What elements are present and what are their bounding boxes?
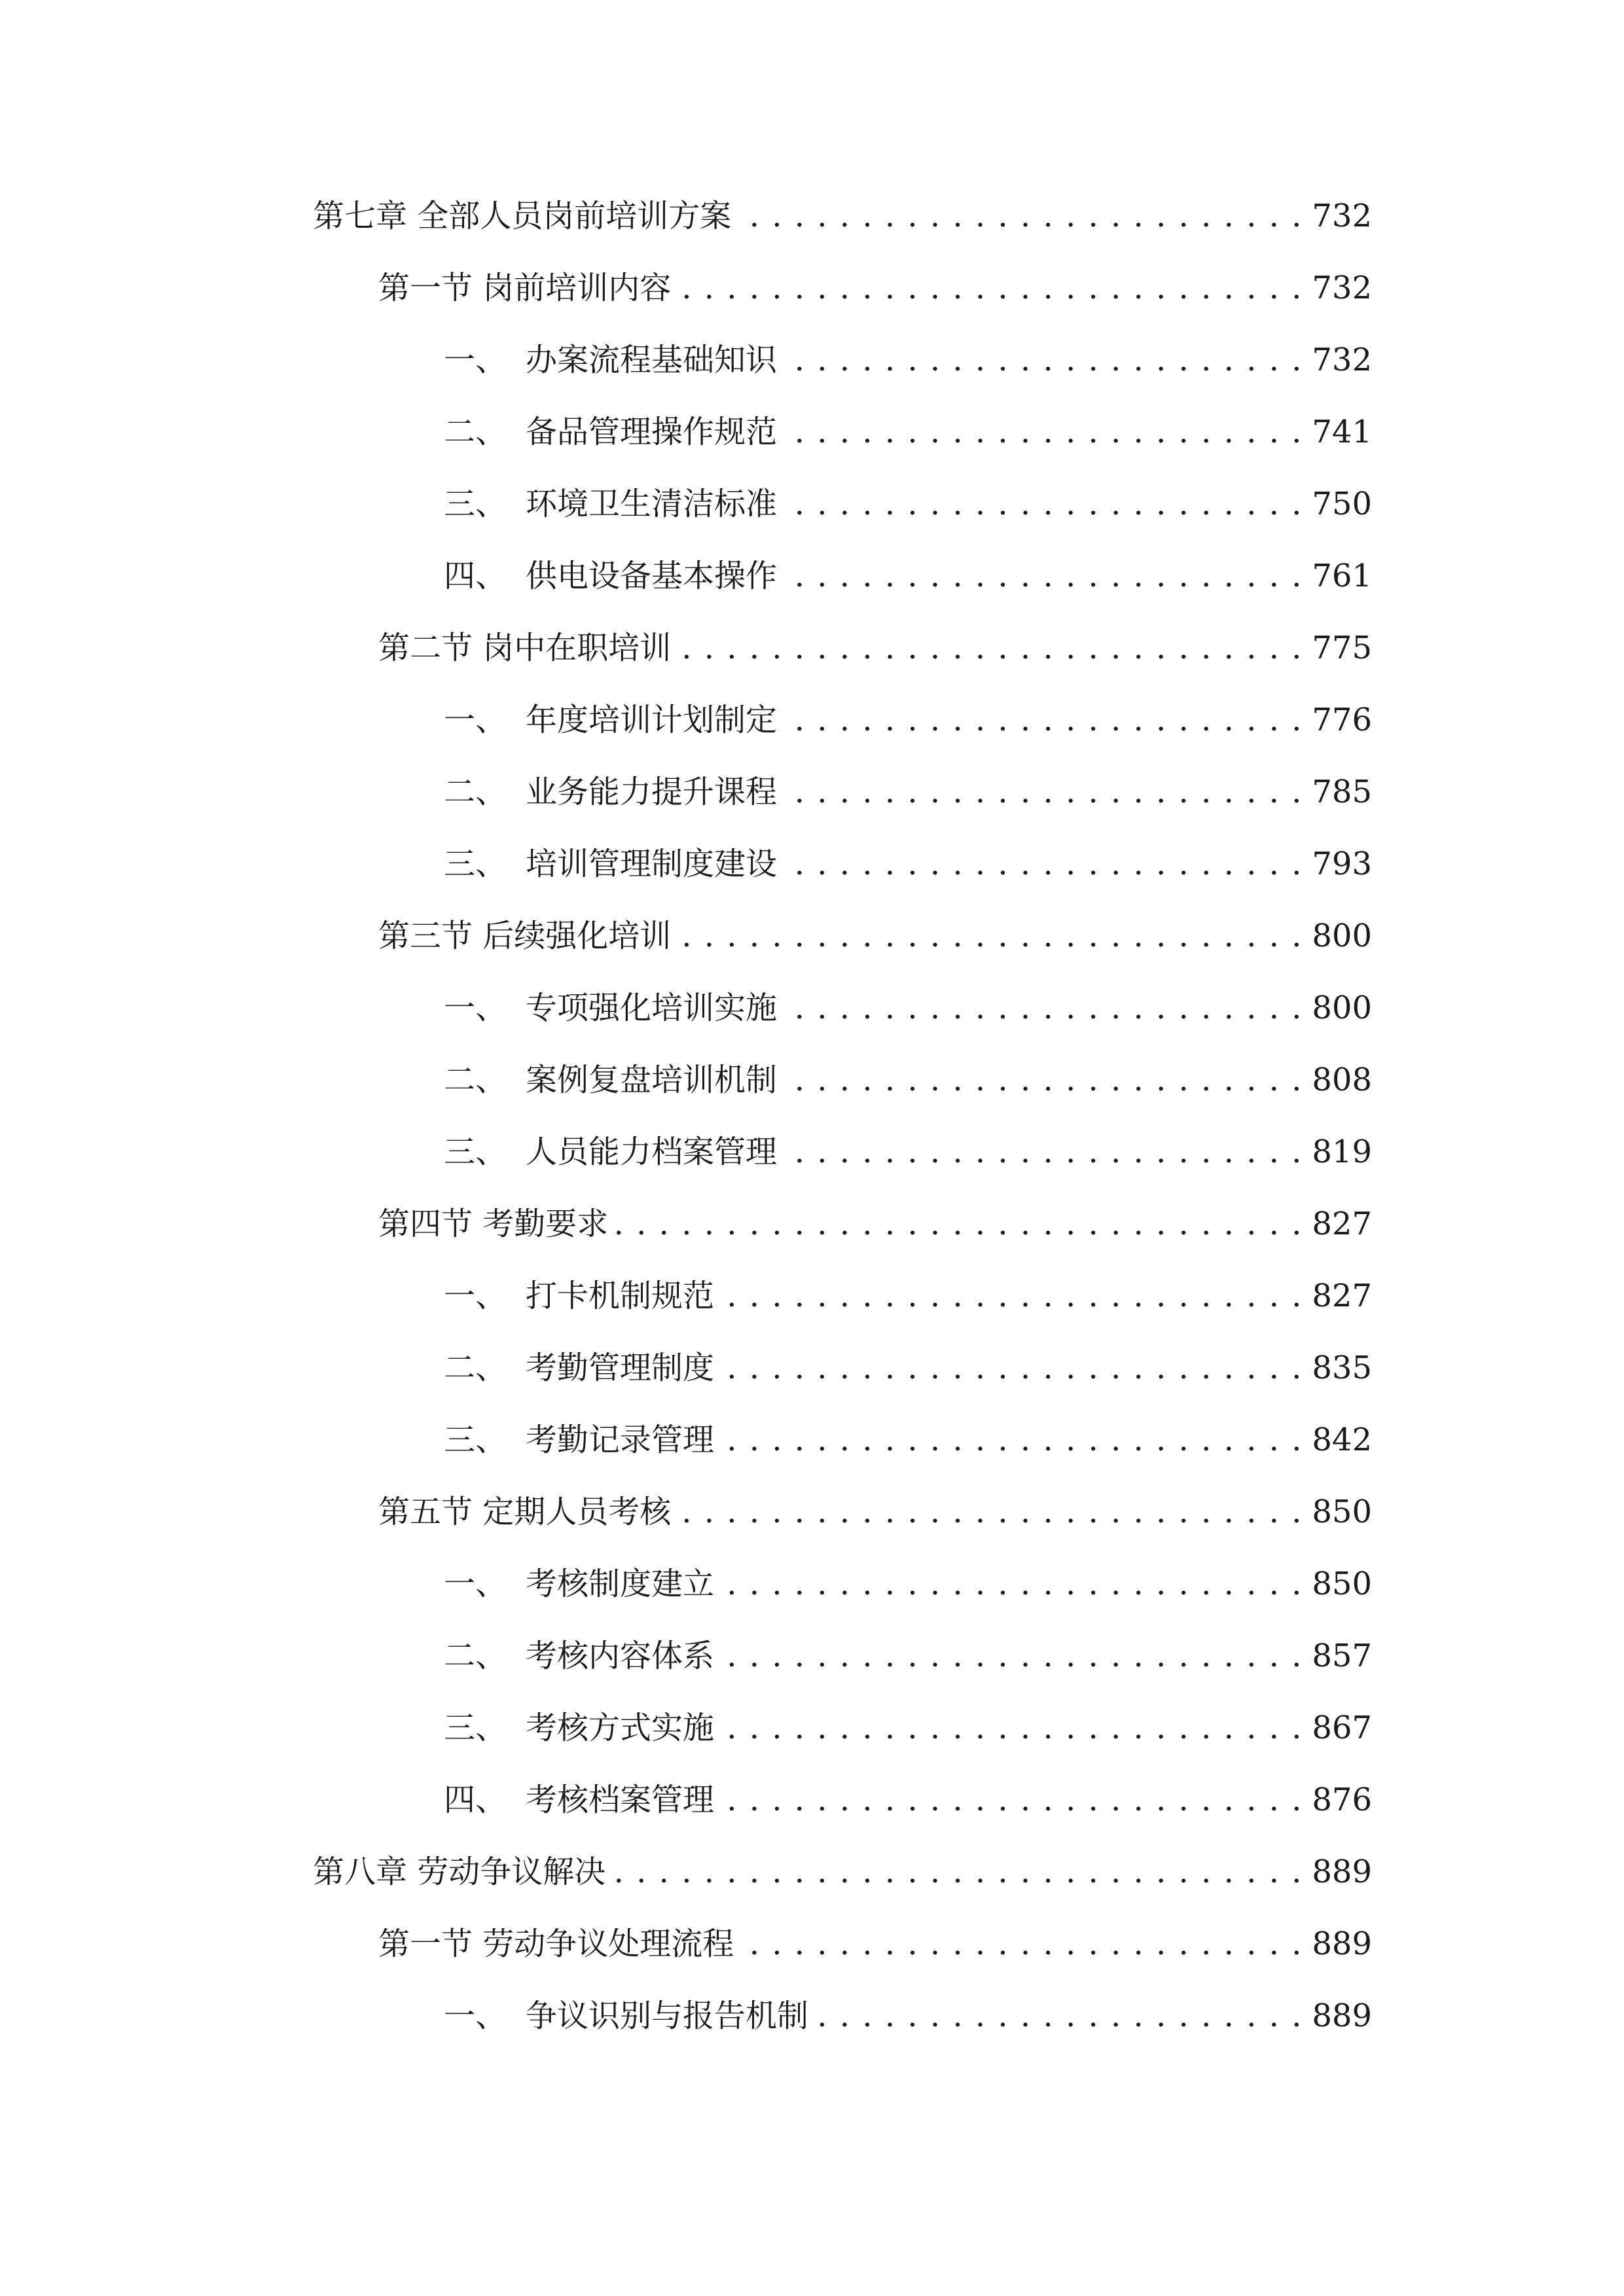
dot-leader (784, 1126, 1303, 1178)
toc-entry-chapter[interactable] (313, 190, 1372, 242)
toc-entry-number: 三、 (444, 1134, 507, 1170)
toc-entry-page: 741 (1312, 414, 1372, 450)
toc-entry-subsection[interactable] (444, 1414, 1372, 1466)
toc-entry-page: 850 (1312, 1566, 1372, 1602)
dot-leader (721, 1342, 1303, 1394)
toc-entry-section[interactable] (378, 262, 1372, 314)
toc-entry-page: 800 (1312, 918, 1372, 954)
toc-entry-subsection[interactable] (444, 334, 1372, 386)
toc-entry-page: 842 (1312, 1422, 1372, 1458)
dot-leader (784, 1054, 1303, 1106)
toc-entry-number: 一、 (444, 1278, 507, 1314)
toc-entry-number: 二、 (444, 414, 507, 450)
toc-entry-title: 环境卫生清洁标准 (526, 486, 778, 522)
toc-entry-number: 一、 (444, 990, 507, 1026)
toc-entry-page: 732 (1312, 198, 1372, 234)
dot-leader (677, 622, 1303, 674)
toc-entry-subsection[interactable] (444, 406, 1372, 458)
toc-entry-section[interactable] (378, 910, 1372, 962)
toc-entry-page: 857 (1312, 1638, 1372, 1674)
toc-entry-number: 三、 (444, 846, 507, 882)
toc-entry-title: 考核档案管理 (526, 1782, 715, 1818)
dot-leader (784, 478, 1303, 530)
toc-entry-title: 第二节 岗中在职培训 (378, 630, 672, 666)
toc-entry-title: 办案流程基础知识 (526, 342, 778, 378)
toc-entry-subsection[interactable] (444, 694, 1372, 746)
toc-entry-page: 889 (1312, 1998, 1372, 2034)
toc-entry-section[interactable] (378, 1486, 1372, 1538)
toc-entry-number: 二、 (444, 1062, 507, 1098)
toc-entry-title: 争议识别与报告机制 (526, 1998, 809, 2034)
toc-entry-number: 三、 (444, 1422, 507, 1458)
toc-entry-subsection[interactable] (444, 1990, 1372, 2042)
toc-entry-page: 827 (1312, 1206, 1372, 1242)
toc-entry-page: 775 (1312, 630, 1372, 666)
toc-entry-subsection[interactable] (444, 1126, 1372, 1178)
toc-entry-page: 835 (1312, 1350, 1372, 1386)
toc-entry-title: 备品管理操作规范 (526, 414, 778, 450)
toc-entry-number: 一、 (444, 342, 507, 378)
dot-leader (721, 1414, 1303, 1466)
toc-entry-page: 793 (1312, 846, 1372, 882)
dot-leader (612, 1846, 1303, 1898)
toc-entry-page: 850 (1312, 1494, 1372, 1530)
toc-entry-title: 第八章 劳动争议解决 (313, 1854, 606, 1890)
toc-entry-number: 四、 (444, 558, 507, 594)
dot-leader (721, 1270, 1303, 1322)
toc-entry-title: 培训管理制度建设 (526, 846, 778, 882)
toc-entry-number: 一、 (444, 1998, 507, 2034)
toc-entry-title: 第一节 劳动争议处理流程 (378, 1926, 734, 1962)
toc-entry-number: 一、 (444, 702, 507, 738)
toc-entry-title: 考勤管理制度 (526, 1350, 715, 1386)
toc-entry-page: 750 (1312, 486, 1372, 522)
toc-entry-title: 年度培训计划制定 (526, 702, 778, 738)
dot-leader (740, 1918, 1303, 1970)
dot-leader (784, 406, 1303, 458)
toc-entry-title: 考核方式实施 (526, 1710, 715, 1746)
toc-entry-page: 776 (1312, 702, 1372, 738)
toc-entry-title: 案例复盘培训机制 (526, 1062, 778, 1098)
toc-entry-title: 人员能力档案管理 (526, 1134, 778, 1170)
toc-entry-title: 考核制度建立 (526, 1566, 715, 1602)
toc-entry-title: 供电设备基本操作 (526, 558, 778, 594)
toc-entry-page: 761 (1312, 558, 1372, 594)
toc-entry-subsection[interactable] (444, 1630, 1372, 1682)
toc-entry-title: 专项强化培训实施 (526, 990, 778, 1026)
toc-entry-page: 785 (1312, 774, 1372, 810)
dot-leader (677, 262, 1303, 314)
dot-leader (721, 1558, 1303, 1610)
toc-entry-title: 第五节 定期人员考核 (378, 1494, 672, 1530)
toc-entry-title: 第四节 考勤要求 (378, 1206, 609, 1242)
toc-entry-title: 考勤记录管理 (526, 1422, 715, 1458)
toc-entry-title: 第一节 岗前培训内容 (378, 270, 672, 306)
toc-entry-section[interactable] (378, 622, 1372, 674)
toc-entry-section[interactable] (378, 1918, 1372, 1970)
dot-leader (784, 334, 1303, 386)
dot-leader (784, 550, 1303, 602)
toc-entry-number: 三、 (444, 486, 507, 522)
toc-entry-chapter[interactable] (313, 1846, 1372, 1898)
toc-entry-section[interactable] (378, 1198, 1372, 1250)
toc-entry-number: 二、 (444, 774, 507, 810)
toc-entry-subsection[interactable] (444, 1558, 1372, 1610)
dot-leader (677, 1486, 1303, 1538)
toc-entry-page: 800 (1312, 990, 1372, 1026)
toc-entry-number: 三、 (444, 1710, 507, 1746)
toc-entry-title: 第七章 全部人员岗前培训方案 (313, 198, 732, 234)
toc-entry-subsection[interactable] (444, 1054, 1372, 1106)
toc-entry-page: 808 (1312, 1062, 1372, 1098)
toc-entry-page: 819 (1312, 1134, 1372, 1170)
toc-entry-subsection[interactable] (444, 982, 1372, 1034)
toc-entry-subsection[interactable] (444, 1774, 1372, 1826)
toc-entry-page: 867 (1312, 1710, 1372, 1746)
toc-entry-subsection[interactable] (444, 1342, 1372, 1394)
toc-entry-page: 827 (1312, 1278, 1372, 1314)
toc-entry-subsection[interactable] (444, 766, 1372, 818)
dot-leader (721, 1774, 1303, 1826)
toc-entry-page: 876 (1312, 1782, 1372, 1818)
toc-entry-subsection[interactable] (444, 838, 1372, 890)
toc-entry-number: 二、 (444, 1638, 507, 1674)
toc-entry-number: 二、 (444, 1350, 507, 1386)
toc-entry-title: 业务能力提升课程 (526, 774, 778, 810)
toc-entry-title: 打卡机制规范 (526, 1278, 715, 1314)
toc-entry-subsection[interactable] (444, 1270, 1372, 1322)
dot-leader (784, 982, 1303, 1034)
dot-leader (721, 1702, 1303, 1754)
dot-leader (784, 694, 1303, 746)
dot-leader (815, 1990, 1303, 2042)
dot-leader (784, 838, 1303, 890)
dot-leader (738, 190, 1303, 242)
dot-leader (784, 766, 1303, 818)
toc-entry-subsection[interactable] (444, 1702, 1372, 1754)
toc-entry-page: 732 (1312, 342, 1372, 378)
toc-entry-title: 考核内容体系 (526, 1638, 715, 1674)
toc-entry-page: 889 (1312, 1854, 1372, 1890)
toc-entry-subsection[interactable] (444, 550, 1372, 602)
dot-leader (615, 1198, 1303, 1250)
toc-entry-subsection[interactable] (444, 478, 1372, 530)
toc-entry-title: 第三节 后续强化培训 (378, 918, 672, 954)
toc-entry-page: 732 (1312, 270, 1372, 306)
toc-entry-page: 889 (1312, 1926, 1372, 1962)
dot-leader (677, 910, 1303, 962)
dot-leader (721, 1630, 1303, 1682)
toc-entry-number: 一、 (444, 1566, 507, 1602)
toc-entry-number: 四、 (444, 1782, 507, 1818)
